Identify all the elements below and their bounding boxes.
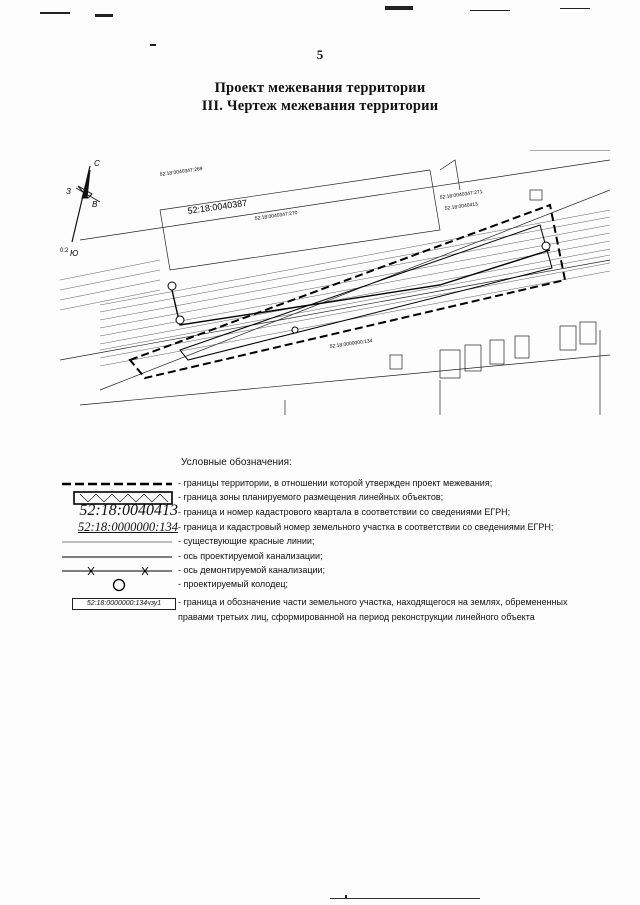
legend-item-territory-boundary bbox=[0, 477, 640, 491]
legend-code-parcel-part: 52:18:0000000:134чзу1 bbox=[72, 598, 176, 610]
legend-item-text: - граница и кадастровый номер земельного участка в соответствии со сведениями ЕГРН; bbox=[178, 522, 554, 532]
legend-code-quarter: 52:18:0040413 bbox=[79, 502, 178, 519]
legend-item-text: - граница и обозначение части земельного участка, находящегося на землях, обремененных bbox=[178, 597, 568, 607]
survey-drawing bbox=[60, 150, 610, 415]
legend-item-planned-sewer bbox=[0, 550, 640, 564]
legend-item-text: - ось демонтируемой канализации; bbox=[178, 565, 326, 575]
legend-item-cadastral-parcel bbox=[0, 521, 640, 535]
line-symbol bbox=[58, 550, 176, 564]
dashed-line-symbol bbox=[58, 477, 176, 491]
drawing-label-parcel-269: 52:18:0040347:269 bbox=[159, 166, 203, 178]
drawing-label-block-small: 52:18:0040413 bbox=[444, 201, 479, 212]
legend-item-planned-well bbox=[0, 578, 640, 592]
legend-item-cadastral-quarter bbox=[0, 502, 640, 520]
legend-item-text: - существующие красные линии; bbox=[178, 536, 315, 546]
well-icon bbox=[542, 242, 550, 250]
compass-east-label: В bbox=[92, 200, 98, 209]
legend-item-text: - граница зоны планируемого размещения линейных объектов; bbox=[178, 492, 444, 502]
well-icon bbox=[176, 316, 184, 324]
legend-item-text: - проектируемый колодец; bbox=[178, 579, 288, 589]
legend-code-parcel: 52:18:0000000:134 bbox=[78, 520, 178, 534]
legend-item-demolished-sewer bbox=[0, 564, 640, 578]
crossed-line-symbol bbox=[58, 564, 176, 578]
page-number: 5 bbox=[316, 47, 324, 62]
well-icon bbox=[292, 327, 298, 333]
page-title: Проект межевания территории bbox=[214, 80, 426, 96]
drawing-label-parcel-271: 52:18:0040347:271 bbox=[439, 189, 483, 201]
well-icon bbox=[168, 282, 176, 290]
legend-item-parcel-part bbox=[0, 596, 640, 610]
thin-line-symbol bbox=[58, 535, 176, 549]
legend-item-text-continued: правами третьих лиц, сформированной на период реконструкции линейного объекта bbox=[178, 612, 535, 622]
legend-item-text: - границы территории, в отношении которой утвержден проект межевания; bbox=[178, 478, 493, 488]
left-edge-label: 0:2 bbox=[60, 248, 69, 254]
legend-item-text: - ось проектируемой канализации; bbox=[178, 551, 323, 561]
legend-item-text: - граница и номер кадастрового квартала в соответствии со сведениями ЕГРН; bbox=[178, 507, 511, 517]
drawing-label-parcel-134: 52:18:0000000:134 bbox=[329, 338, 373, 350]
legend-item-red-lines bbox=[0, 535, 640, 549]
compass-north-label: С bbox=[94, 159, 100, 168]
well-circle-icon bbox=[58, 578, 176, 592]
drawing-label-parcel-270: 52:18:0040347:270 bbox=[254, 210, 298, 222]
compass-south-label: Ю bbox=[70, 249, 79, 258]
drawing-label-block: 52:18:0040387 bbox=[186, 197, 248, 216]
footer-divider bbox=[330, 898, 480, 899]
page-subtitle: III. Чертеж межевания территории bbox=[201, 98, 439, 114]
legend-heading: Условные обозначения: bbox=[181, 457, 292, 468]
compass-west-label: З bbox=[66, 187, 71, 196]
